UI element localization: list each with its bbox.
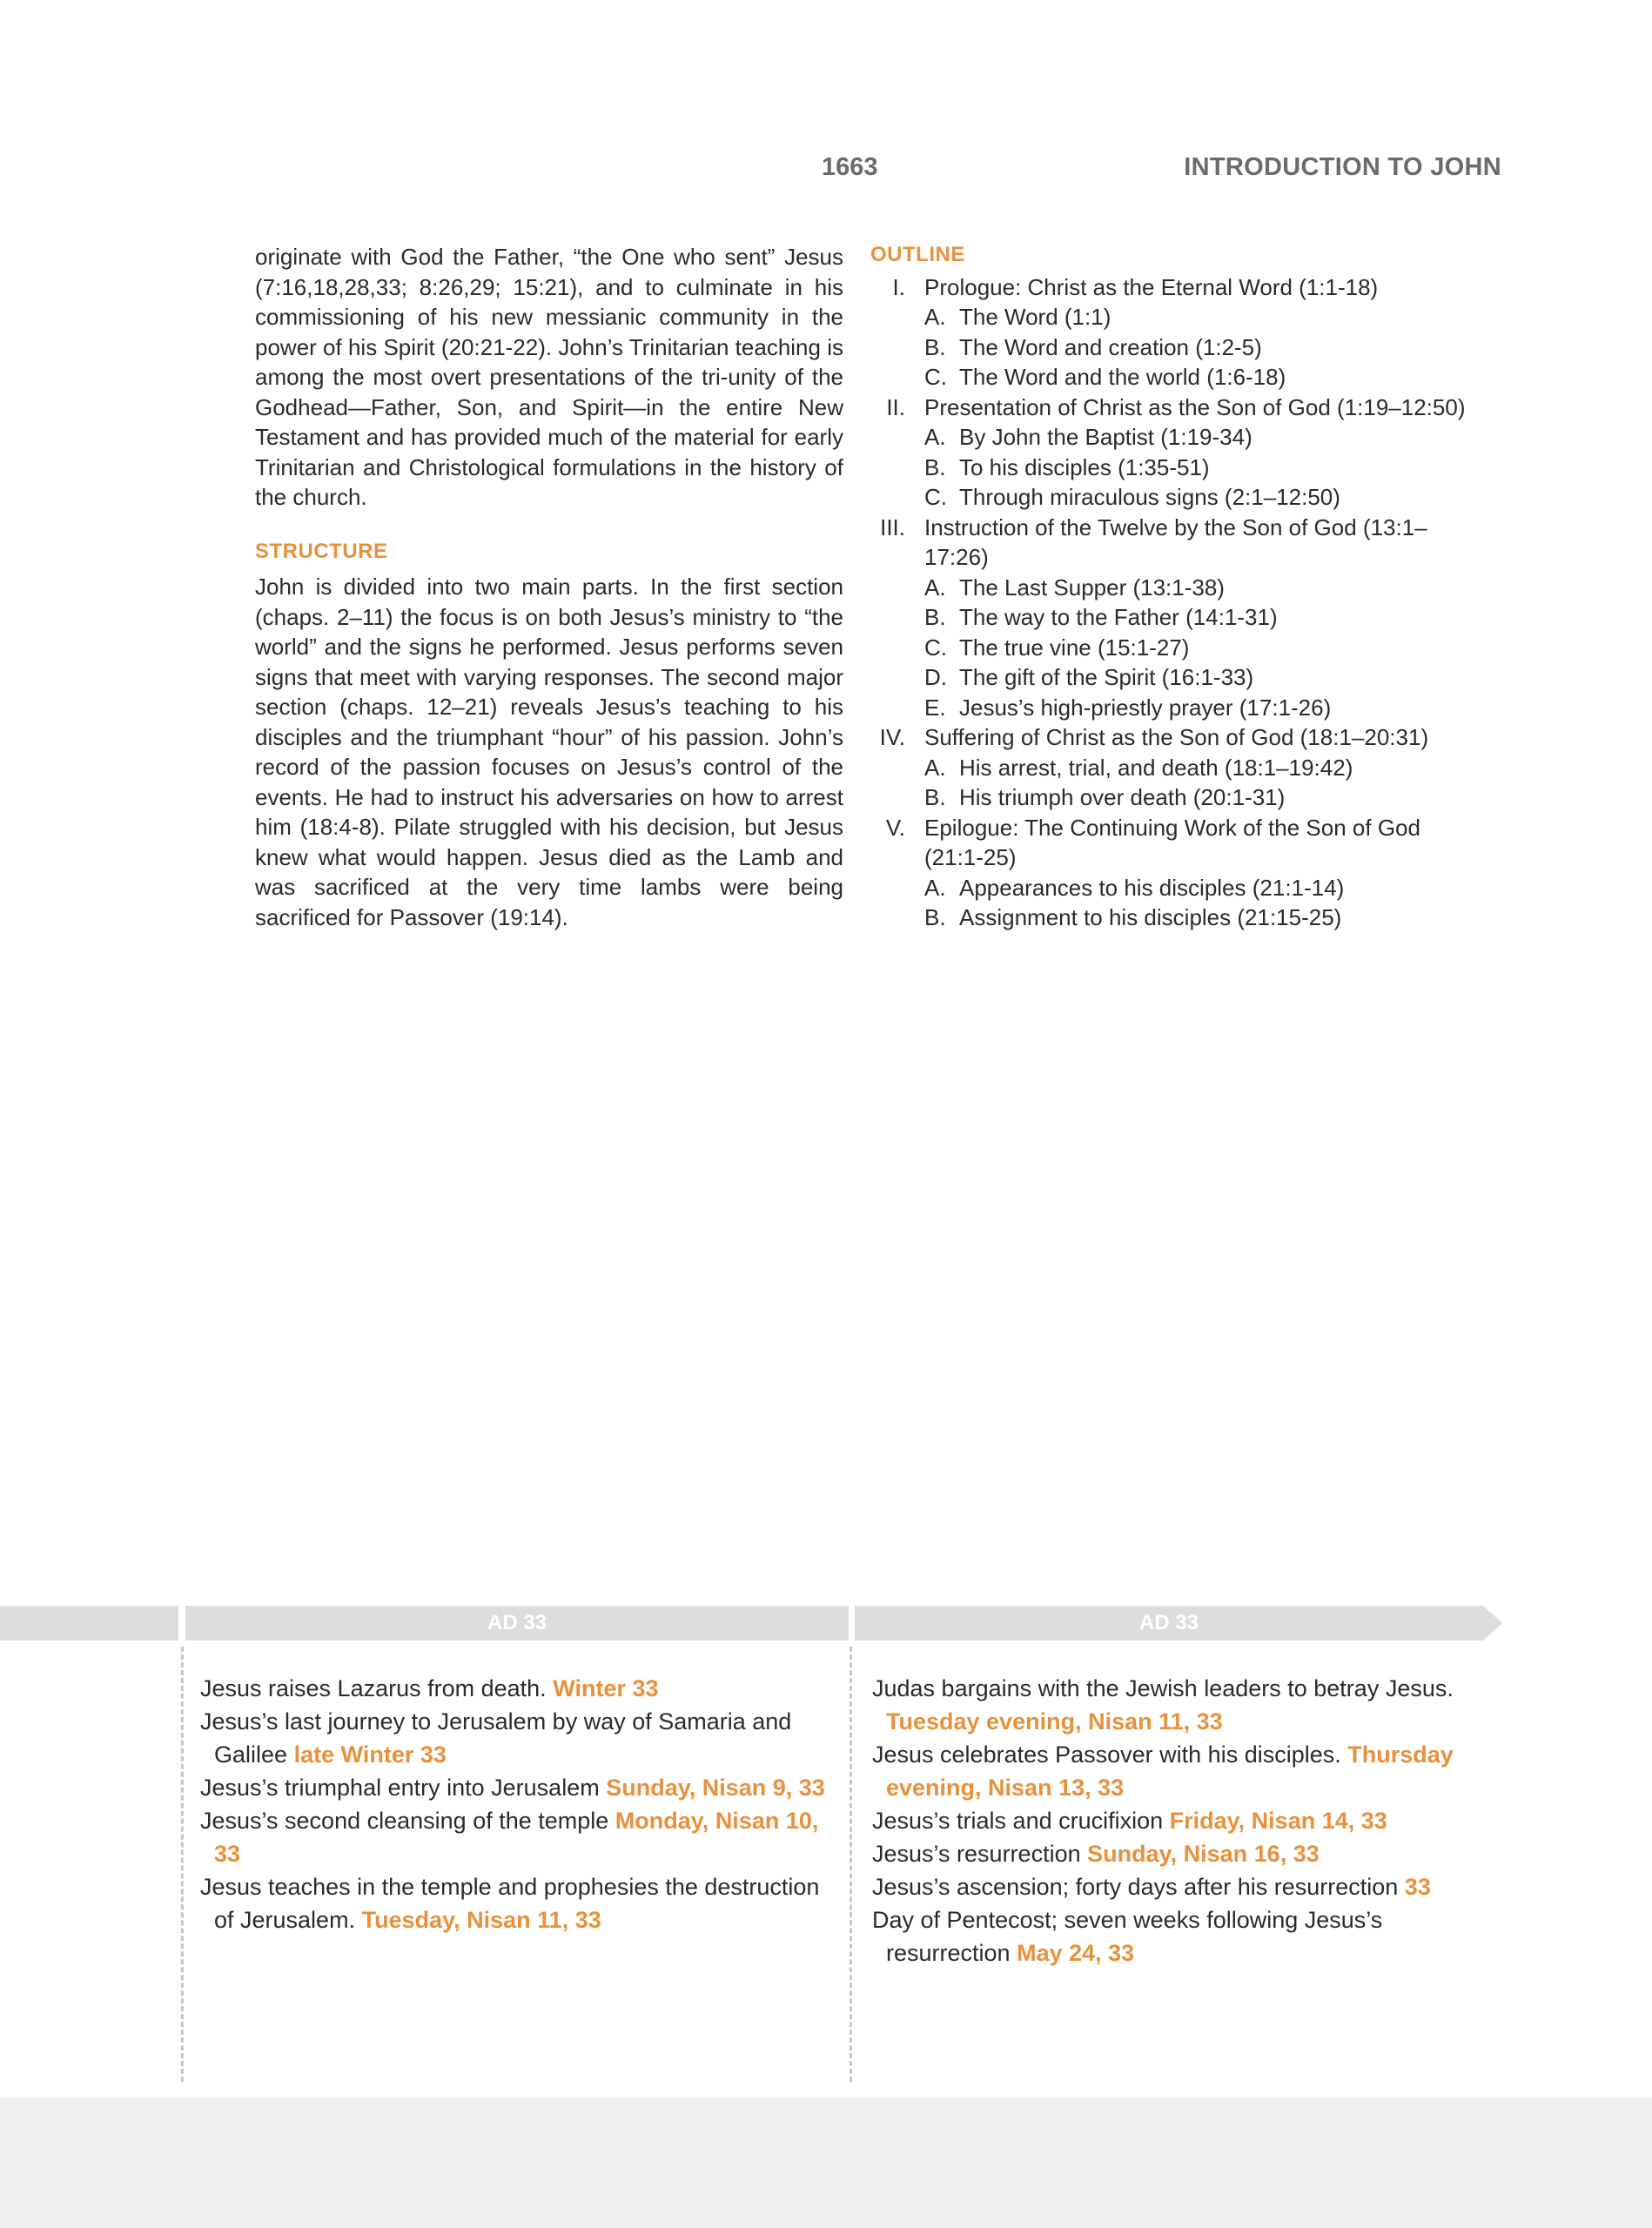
event-date: Sunday, Nisan 16, 33 (1087, 1841, 1320, 1867)
outline-item-text: His arrest, trial, and death (18:1–19:42) (959, 754, 1353, 781)
outline-letter: C. (924, 634, 947, 661)
timeline-right-events (872, 1672, 1473, 1970)
outline (870, 240, 1480, 933)
timeline-event (200, 1771, 844, 1804)
outline-letter: B. (924, 784, 946, 810)
left-column (255, 242, 843, 932)
running-head: INTRODUCTION TO JOHN (1184, 153, 1501, 181)
timeline-event (872, 1870, 1473, 1903)
outline-letter: A. (924, 304, 946, 330)
event-text: Jesus celebrates Passover with his disciples. (872, 1741, 1341, 1768)
event-date: Friday, Nisan 14, 33 (1169, 1808, 1387, 1834)
outline-item (870, 693, 1480, 723)
event-text: Jesus’s ascension; forty days after his resurrection (872, 1874, 1399, 1900)
event-date: Tuesday, Nisan 11, 33 (361, 1907, 601, 1933)
event-date: Tuesday evening, Nisan 11, 33 (886, 1708, 1223, 1735)
outline-item-text: The true vine (15:1-27) (959, 634, 1190, 661)
timeline-divider (181, 1647, 184, 2082)
event-date: Winter 33 (553, 1675, 659, 1701)
outline-item (870, 903, 1480, 933)
timeline-event (872, 1903, 1473, 1970)
outline-letter: A. (924, 754, 946, 781)
timeline-event (200, 1705, 844, 1771)
outline-item (870, 302, 1480, 332)
event-text: Judas bargains with the Jewish leaders to betray Jesus. (872, 1675, 1454, 1701)
outline-item-text: Jesus’s high-priestly prayer (17:1-26) (959, 694, 1332, 721)
timeline-era-label: AD 33 (487, 1611, 547, 1634)
outline-section-title: Instruction of the Twelve by the Son of God (13:1–17:26) (924, 513, 1427, 570)
timeline-event (872, 1837, 1473, 1870)
timeline-event (872, 1738, 1473, 1804)
timeline-left-events (200, 1672, 844, 1936)
timeline-band-left (185, 1606, 849, 1641)
outline-item-text: Through miraculous signs (2:1–12:50) (959, 484, 1340, 510)
outline-letter: A. (924, 574, 946, 601)
timeline-event (200, 1804, 844, 1870)
outline-section (870, 393, 1480, 423)
outline-numeral: I. (892, 273, 905, 300)
outline-item-text: The Word (1:1) (959, 304, 1111, 330)
outline-item (870, 482, 1480, 513)
event-text: Jesus teaches in the temple and prophesies the destruction of Jerusalem. (200, 1874, 820, 1933)
outline-item (870, 573, 1480, 603)
outline-item-text: By John the Baptist (1:19-34) (959, 424, 1252, 450)
outline-item (870, 633, 1480, 663)
event-text: Jesus raises Lazarus from death. (200, 1675, 547, 1701)
outline-item-text: The Word and the world (1:6-18) (959, 364, 1286, 390)
outline-numeral: III. (880, 513, 905, 540)
timeline-event (872, 1672, 1473, 1738)
outline-letter: A. (924, 874, 946, 901)
outline-item-text: Assignment to his disciples (21:15-25) (959, 904, 1342, 930)
outline-letter: C. (924, 364, 947, 390)
intro-paragraph: originate with God the Father, “the One who sent” Jesus (7:16,18,28,33; 8:26,29; 15:21), and to culminate in his commissioning of his new messianic community in the power of his Spirit (20:21-22). John’s Trinitarian teaching is among the most overt presentations of the tri-unity of the Godhead—Father, Son, and Spirit—in the entire New Testament and has provided much of the material for early Trinitarian and Christological formulations in the history of the church. (255, 244, 843, 510)
outline-section (870, 513, 1480, 573)
outline-item (870, 753, 1480, 783)
event-date: Monday, Nisan 10, 33 (214, 1808, 819, 1867)
outline-letter: E. (924, 694, 946, 721)
event-date: 33 (1404, 1874, 1431, 1900)
outline-item-text: The Last Supper (13:1-38) (959, 574, 1225, 601)
timeline-band-lead (0, 1606, 178, 1641)
event-date: May 24, 33 (1017, 1940, 1135, 1966)
event-text: Jesus’s second cleansing of the temple (200, 1808, 609, 1834)
outline-item (870, 453, 1480, 483)
outline-item-text: To his disciples (1:35-51) (959, 453, 1210, 480)
outline-item (870, 332, 1480, 363)
outline-item-text: The Word and creation (1:2-5) (959, 333, 1262, 360)
structure-paragraph: John is divided into two main parts. In the first section (chaps. 2–11) the focus is on both Jesus’s ministry to “the world” and the signs he performed. Jesus performs seven signs that meet with varying responses. The second major section (chaps. 12–21) reveals Jesus’s teaching to his disciples and the triumphant “hour” of his passion. John’s record of the passion focuses on Jesus’s control of the events. He had to instruct his adversaries on how to arrest him (18:4-8). Pilate struggled with his decision, but Jesus knew what would happen. Jesus died as the Lamb and was sacrificed at the very time lambs were being sacrificed for Passover (19:14). (255, 574, 843, 930)
event-text: Jesus’s trials and crucifixion (872, 1808, 1164, 1834)
timeline-event (872, 1804, 1473, 1837)
timeline-divider (850, 1647, 852, 2082)
outline-letter: C. (924, 484, 947, 510)
page-number: 1663 (822, 153, 878, 181)
outline-item-text: His triumph over death (20:1-31) (959, 784, 1286, 810)
outline-section-title: Epilogue: The Continuing Work of the Son of God (21:1-25) (924, 814, 1420, 870)
outline-section (870, 722, 1480, 753)
outline-letter: B. (924, 604, 946, 630)
event-date: Thursday evening, Nisan 13, 33 (886, 1741, 1454, 1801)
timeline-era-label-right: AD 33 (1138, 1611, 1199, 1634)
outline-letter: D. (924, 664, 947, 690)
event-text: Day of Pentecost; seven weeks following Jesus’s resurrection (872, 1907, 1383, 1966)
timeline-event (200, 1870, 844, 1936)
outline-numeral: IV. (879, 724, 905, 750)
outline-section (870, 272, 1480, 303)
outline-letter: B. (924, 453, 946, 480)
outline-item-text: The gift of the Spirit (16:1-33) (959, 664, 1254, 690)
footer-band (0, 2097, 1652, 2228)
outline-section-title: Presentation of Christ as the Son of God (1:19–12:50) (924, 393, 1466, 420)
outline-item-text: The way to the Father (14:1-31) (959, 604, 1278, 630)
outline-heading: OUTLINE (870, 243, 965, 266)
outline-item (870, 662, 1480, 693)
outline-item (870, 422, 1480, 453)
event-text: Jesus’s triumphal entry into Jerusalem (200, 1775, 600, 1801)
outline-letter: A. (924, 424, 946, 450)
event-text: Jesus’s last journey to Jerusalem by way of Samaria and Galilee (200, 1708, 792, 1768)
outline-numeral: II. (886, 393, 905, 420)
outline-letter: B. (924, 904, 946, 930)
event-date: late Winter 33 (293, 1741, 447, 1768)
structure-heading: STRUCTURE (255, 539, 388, 563)
event-text: Jesus’s resurrection (872, 1841, 1081, 1867)
outline-section-title: Suffering of Christ as the Son of God (18:1–20:31) (924, 724, 1429, 750)
outline-section (870, 813, 1480, 873)
outline-item (870, 602, 1480, 633)
timeline-event (200, 1672, 844, 1705)
event-date: Sunday, Nisan 9, 33 (606, 1775, 825, 1801)
outline-section-title: Prologue: Christ as the Eternal Word (1:1-18) (924, 273, 1379, 300)
outline-numeral: V. (885, 814, 905, 841)
outline-item (870, 873, 1480, 903)
outline-item (870, 782, 1480, 813)
outline-item-text: Appearances to his disciples (21:1-14) (959, 874, 1345, 901)
outline-letter: B. (924, 333, 946, 360)
outline-item (870, 362, 1480, 393)
